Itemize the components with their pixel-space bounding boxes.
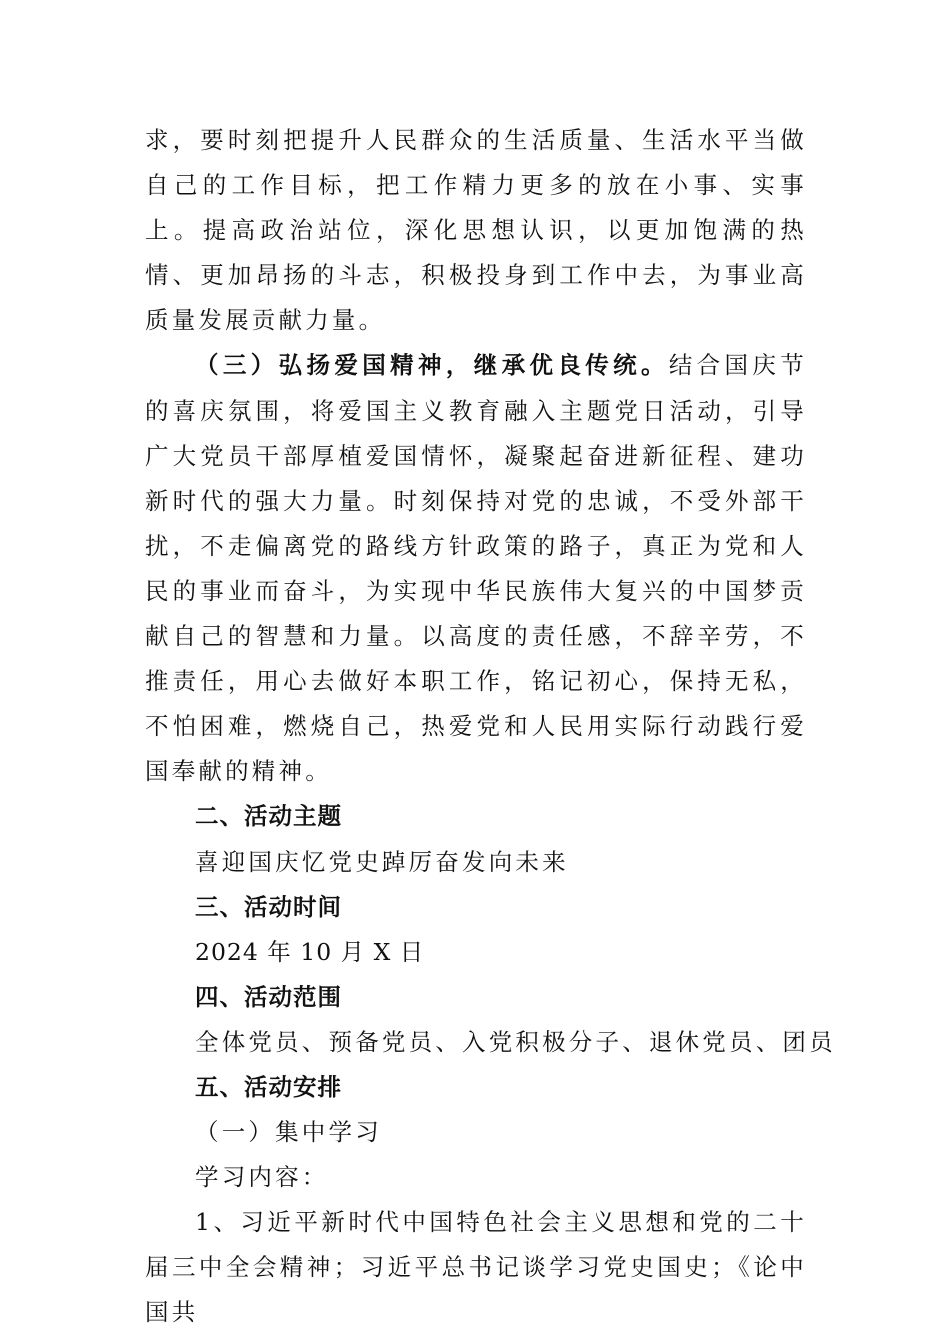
scope-text: 全体党员、预备党员、入党积极分子、退休党员、团员	[195, 1027, 836, 1056]
paragraph-continued: 求，要时刻把提升人民群众的生活质量、生活水平当做自己的工作目标，把工作精力更多的放在小事、实事上。提高政治站位，深化思想认识，以更加饱满的热情、更加昂扬的斗志，积极投身到工作中去，为事业高质量发展贡献力量。	[145, 126, 807, 335]
subsection-heading-study: （一）集中学习	[195, 1118, 382, 1147]
study-content-label: 学习内容：	[195, 1163, 329, 1192]
section-heading-time: 三、活动时间	[195, 892, 342, 921]
section-heading-arrangement: 五、活动安排	[195, 1072, 342, 1101]
paragraph-body: 结合国庆节的喜庆氛围，将爱国主义教育融入主题党日活动，引导广大党员干部厚植爱国情怀，凝聚起奋进新征程、建功新时代的强大力量。时刻保持对党的忠诚，不受外部干扰，不走偏离党的路线方针政策的路子，真正为党和人民的事业而奋斗，为实现中华民族伟大复兴的中国梦贡献自己的智慧和力量。以高度的责任感，不辞辛劳，不推责任，用心去做好本职工作，铭记初心，保持无私，不怕困难，燃烧自己，热爱党和人民用实际行动践行爱国奉献的精神。	[145, 351, 807, 786]
paragraph-lead-title: （三）弘扬爱国精神，继承优良传统。	[195, 351, 669, 380]
time-text: 2024 年 10 月 X 日	[195, 937, 425, 966]
section-heading-theme: 二、活动主题	[195, 802, 342, 831]
section-heading-scope: 四、活动范围	[195, 982, 342, 1011]
document-page	[145, 118, 836, 1336]
theme-text: 喜迎国庆忆党史踔厉奋发向未来	[195, 847, 569, 876]
paragraph-patriotism	[145, 343, 807, 794]
study-item-1: 1、习近平新时代中国特色社会主义思想和党的二十届三中全会精神；习近平总书记谈学习党史国史；《论中国共	[145, 1208, 807, 1327]
